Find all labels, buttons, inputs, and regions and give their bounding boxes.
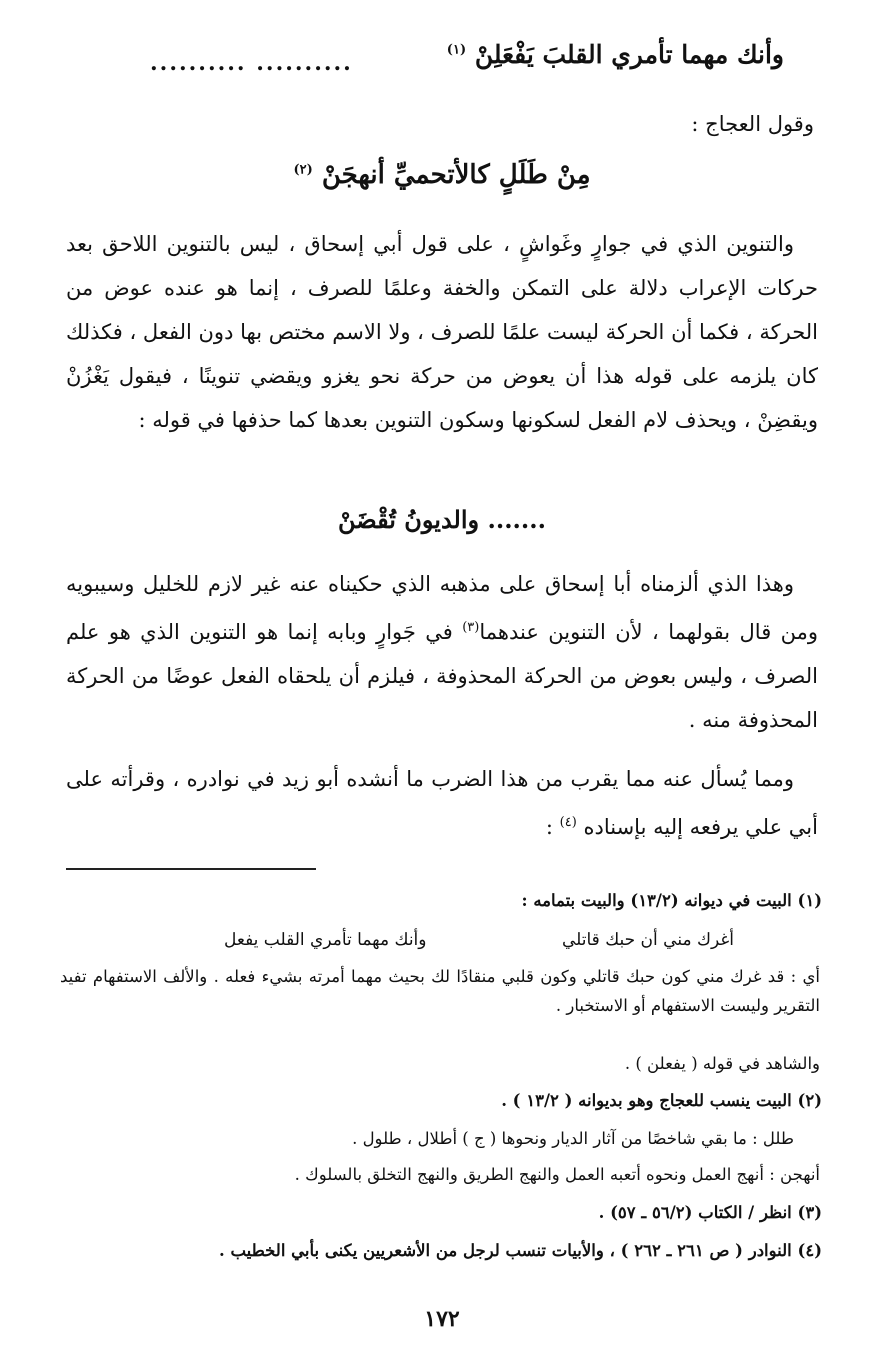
paragraph-text: : [545,815,553,839]
footnote-1-head: (١) البيت في ديوانه (١٣/٢) والبيت بتمامه : [521,891,822,910]
footnote-2-anhajan: أنهجن : أنهج العمل ونحوه أتعبه العمل والنهج الطريق والنهج التخلق بالسلوك . [294,1165,820,1184]
paragraph-text: في جَوارٍ وبابه إنما هو التنوين الذي هو علم الصرف ، وليس بعوض من الحركة المحذوفة ، فيلزم أن يلحقاه الفعل عوضًا من الحركة المحذوفة منه . [66,620,819,732]
verse-dayun: ....... والديونُ تُقْضَنْ [338,505,546,534]
paragraph-text: ومما يُسأل عنه مما يقرب من هذا الضرب ما أنشده أبو زيد في نوادره ، وقرأته على أبي علي يرفعه إليه بإسناده [66,767,818,839]
footnote-separator [66,868,316,870]
paragraph-text: وهذا الذي ألزمناه أبا إسحاق على مذهبه الذي حكيناه عنه غير لازم للخليل وسيبويه ومن قال بقولهما ، لأن التنوين عندهما [66,572,818,644]
footnote-4: (٤) النوادر ( ص ٢٦١ ـ ٢٦٢ ) ، والأبيات تنسب لرجل من الأشعريين يكنى بأبي الخطيب . [218,1241,822,1260]
paragraph-2 [66,562,818,742]
verse-text: مِنْ طَلَلٍ كالأتحميِّ أنهجَنْ [321,160,591,190]
intro-line: وقول العجاج : [691,112,814,136]
hemistich-left: وأنك مهما تأمري القلب يفعل [224,930,427,950]
footnote-ref-3[interactable]: (٣) [462,620,480,635]
footnote-ref-1[interactable]: (١) [446,42,467,58]
verse-ellipsis: .......... .......... [150,50,353,76]
page-number: ١٧٢ [424,1306,460,1332]
footnote-3: (٣) انظر / الكتاب (٥٦/٢ ـ ٥٧) . [598,1203,822,1222]
verse-text: وأنك مهما تأمري القلبَ يَفْعَلِنْ [474,40,784,69]
footnote-ref-2[interactable]: (٢) [293,162,313,178]
footnote-ref-4[interactable]: (٤) [559,815,577,830]
footnote-2-talal: طلل : ما بقي شاخصًا من آثار الديار ونحوها ( ج ) أطلال ، طلول . [352,1129,794,1148]
verse-ajjaj [0,160,884,190]
verse-line-top [447,40,784,69]
footnote-1-verse [134,930,734,959]
hemistich-right: أغرك مني أن حبك قاتلي [561,930,734,950]
paragraph-1: والتنوين الذي في جوارٍ وغَواشٍ ، على قول أبي إسحاق ، ليس بالتنوين اللاحق بعد حركات الإعراب دلالة على التمكن والخفة وعلمًا للصرف ، إنما هو عنده عوض من الحركة ، فكما أن الحركة ليست علمًا للصرف ، ولا الاسم مختص بها دون الفعل ، فكذلك كان يلزمه على قوله هذا أن يعوض من حركة نحو يغزو ويقضي تنوينًا ، فيقول يَغْزُنْ ويقضِنْ ، ويحذف لام الفعل لسكونها وسكون التنوين بعدها كما حذفها في قوله : [66,232,818,432]
paragraph-3 [66,757,818,849]
footnote-1-witness: والشاهد في قوله ( يفعلن ) . [624,1054,820,1073]
footnote-2-head: (٢) البيت ينسب للعجاج وهو بديوانه ( ١٣/٢ ) . [501,1091,822,1110]
footnote-1-explanation: أي : قد غرك مني كون حبك قاتلي وكون قلبي منقادًا لك بحيث مهما أمرته بشيء فعله . والألف الاستفهام تفيد التقرير وليست الاستفهام أو الاستخبار . [60,967,820,1015]
